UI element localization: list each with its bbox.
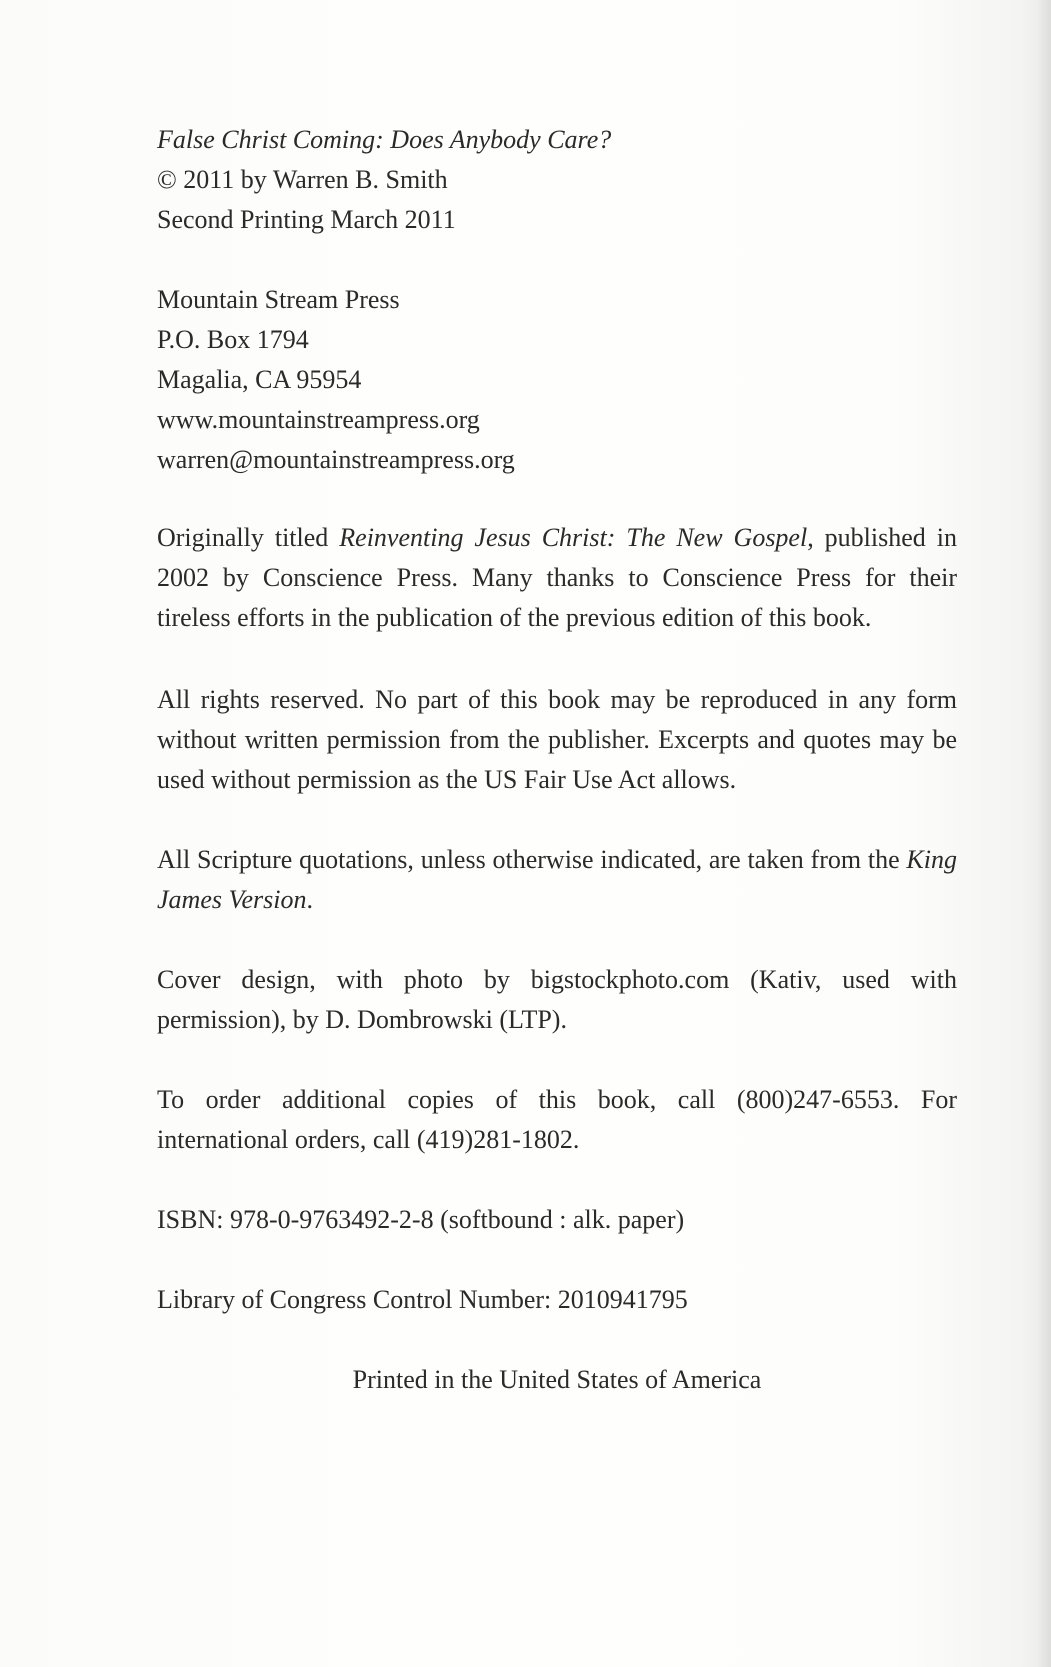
order-text: To order additional copies of this book, call (800)247-6553. For international orders, call (419)281-1802. xyxy=(157,1085,957,1154)
scripture-prefix: All Scripture quotations, unless otherwise indicated, are taken from the xyxy=(157,845,907,874)
publisher-block xyxy=(157,280,957,480)
publisher-city: Magalia, CA 95954 xyxy=(157,365,362,394)
scripture-suffix: . xyxy=(306,885,313,914)
copyright-line: © 2011 by Warren B. Smith xyxy=(157,165,448,194)
cover-text: Cover design, with photo by bigstockphoto.com (Kativ, used with permission), by D. Dombrowski (LTP). xyxy=(157,965,957,1034)
book-title: False Christ Coming: Does Anybody Care? xyxy=(157,125,612,154)
scripture-paragraph xyxy=(157,840,957,920)
cover-paragraph xyxy=(157,960,957,1040)
original-title-prefix: Originally titled xyxy=(157,523,340,552)
lccn-text: Library of Congress Control Number: 2010941795 xyxy=(157,1285,688,1314)
publisher-po-box: P.O. Box 1794 xyxy=(157,325,309,354)
isbn-block xyxy=(157,1200,957,1240)
original-title-text xyxy=(157,518,957,638)
publisher-name: Mountain Stream Press xyxy=(157,285,400,314)
original-title-name: Reinventing Jesus Christ: The New Gospel xyxy=(339,523,808,552)
publisher-website: www.mountainstreampress.org xyxy=(157,405,480,434)
printed-in-line: Printed in the United States of America xyxy=(352,1365,762,1394)
order-paragraph xyxy=(157,1080,957,1160)
scripture-version: King James Version xyxy=(157,845,957,914)
publisher-email: warren@mountainstreampress.org xyxy=(157,445,515,474)
scripture-text xyxy=(157,840,957,920)
original-title-paragraph xyxy=(157,518,957,638)
original-title-suffix: , published in 2002 by Conscience Press. Many thanks to Conscience Press for their tireless efforts in the publication of the previous edition of this book. xyxy=(157,523,957,632)
page-edge-shadow xyxy=(1037,0,1051,1667)
rights-paragraph xyxy=(157,680,957,800)
printing-line: Second Printing March 2011 xyxy=(157,205,456,234)
rights-text: All rights reserved. No part of this book may be reproduced in any form without written permission from the publisher. Excerpts and quotes may be used without permission as the US Fair Use Act allows. xyxy=(157,685,957,794)
lccn-block xyxy=(157,1280,957,1320)
isbn-text: ISBN: 978-0-9763492-2-8 (softbound : alk. paper) xyxy=(157,1205,685,1234)
title-block xyxy=(157,120,957,240)
